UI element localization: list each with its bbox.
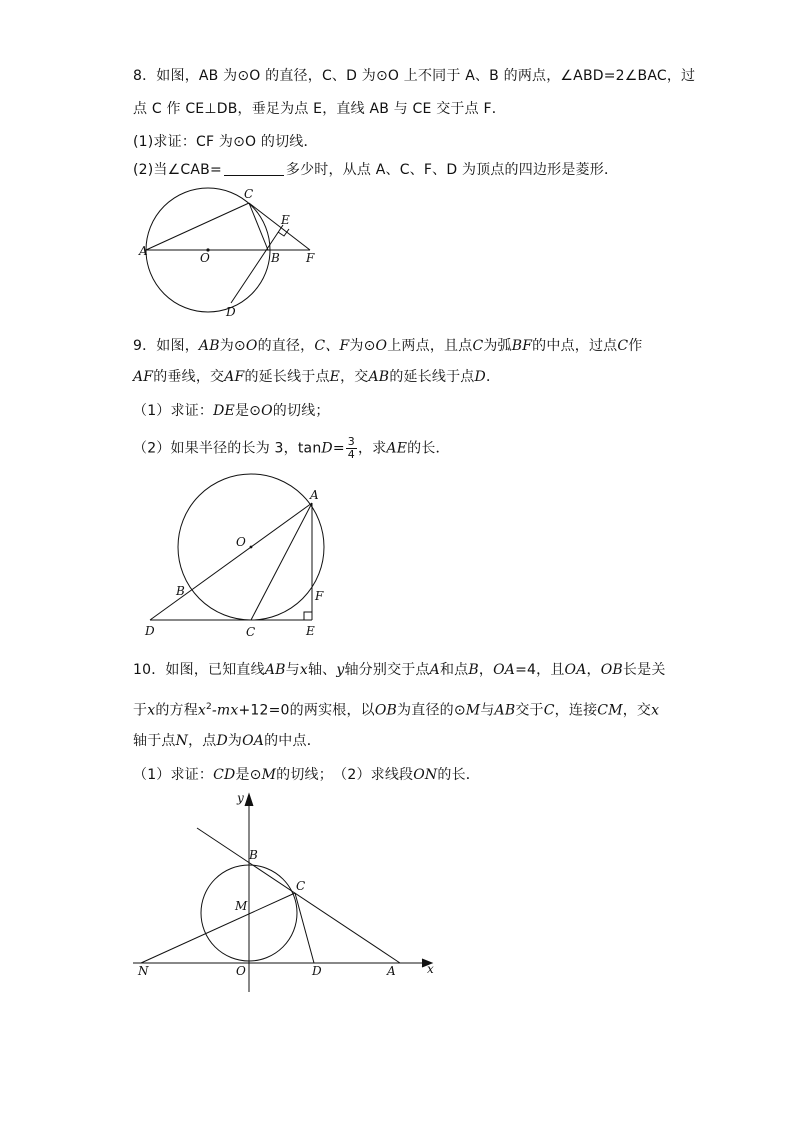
fraction: $\frac{3}{4}$ <box>347 435 355 461</box>
q8-line-4: (2)当∠CAB= 多少时，从点 A、C、F、D 为顶点的四边形是菱形． <box>133 162 619 178</box>
q9-label-b: B <box>176 584 185 598</box>
q10-label-a: A <box>387 964 396 978</box>
q9-line-2: AF的垂线，交AF的延长线于点E，交AB的延长线于点D． <box>133 369 501 385</box>
q8-label-e: E <box>281 213 290 227</box>
y-axis-arrow <box>245 794 253 806</box>
q10-label-x: x <box>427 962 434 976</box>
q10-label-n: N <box>138 964 149 978</box>
q9-line-4: （2）如果半径的长为 3，tanD= $\frac{3}{4}$ ，求AE的长． <box>133 435 450 461</box>
line-ab <box>197 828 400 963</box>
q10-label-b: B <box>249 848 258 862</box>
q9-label-d: D <box>145 624 155 638</box>
q10-label-o: O <box>236 964 246 978</box>
q10-label-m: M <box>235 899 248 913</box>
q9-label-o: O <box>236 535 246 549</box>
q9-label-c: C <box>246 625 256 639</box>
q8-line-2: 点 C 作 CE⊥DB，垂足为点 E，直线 AB 与 CE 交于点 F． <box>133 101 506 117</box>
q9-label-e: E <box>306 624 315 638</box>
q9-line-1: 9．如图，AB为⊙O的直径，C、F为⊙O上两点，且点C为弧BF的中点，过点C作 <box>133 338 643 354</box>
q8-line-1: 8．如图，AB 为⊙O 的直径，C、D 为⊙O 上不同于 A、B 的两点，∠ABD=2∠BAC，过 <box>133 68 696 84</box>
q10-line-2: 于x的方程$x^2-mx+12=0$的两实根，以OB为直径的⊙M与AB交于C，连接CM，交x <box>133 702 660 719</box>
q10-label-c: C <box>296 879 306 893</box>
q10-label-d: D <box>312 964 322 978</box>
line-nc <box>141 893 295 963</box>
q8-label-f: F <box>306 251 315 265</box>
q9-label-a: A <box>310 488 319 502</box>
q8-label-a: A <box>139 244 148 258</box>
q10-line-4: （1）求证：CD是⊙M的切线； （2）求线段ON的长． <box>133 767 480 783</box>
q10-line-3: 轴于点N，点D为OA的中点． <box>133 733 321 749</box>
q8-label-c: C <box>244 187 254 201</box>
q10-line-1: 10．如图，已知直线AB与x轴、y轴分别交于点A和点B，OA=4，且OA，OB长是关 <box>133 662 666 678</box>
q9-line-3: （1）求证：DE是⊙O的切线； <box>133 403 330 419</box>
q8-label-b: B <box>271 251 280 265</box>
q8-label-d: D <box>226 305 236 319</box>
q10-label-y: y <box>237 791 244 805</box>
q8-line-3: (1)求证：CF 为⊙O 的切线． <box>133 134 318 150</box>
q8-label-o: O <box>200 251 210 265</box>
q9-label-f: F <box>315 589 324 603</box>
